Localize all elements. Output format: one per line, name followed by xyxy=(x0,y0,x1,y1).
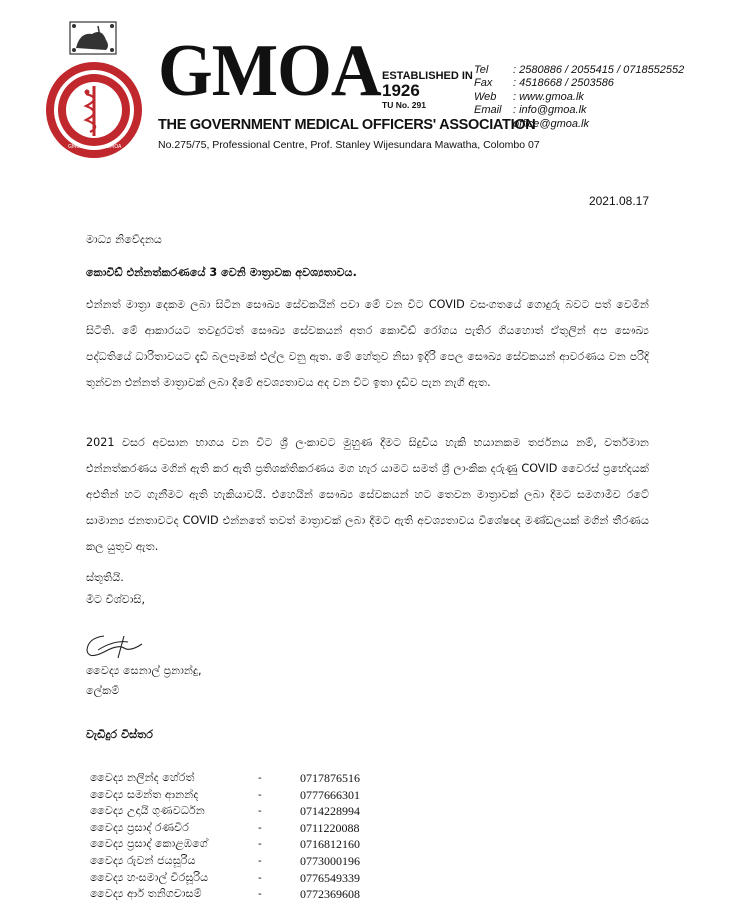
contact-value: : info@gmoa.lk xyxy=(513,104,587,117)
contact-value: : www.gmoa.lk xyxy=(513,90,584,103)
gmoa-crest-logo xyxy=(40,18,148,160)
contact-row-email-2 xyxy=(474,118,684,131)
contact-block xyxy=(474,64,684,131)
person-name: වෛද්‍ය සමන්ත ආනන්ද xyxy=(90,787,199,801)
person-phone: 0773000196 xyxy=(300,853,360,868)
person-name: වෛද්‍ය ප්‍රසාද් කොළඹගේ xyxy=(90,837,208,851)
contact-label: Web xyxy=(474,90,497,103)
contact-label: Email xyxy=(474,104,502,117)
paragraph-1: එන්නත් මාත්‍රා දෙකම ලබා සිටින සෞඛ්‍ය සේවකයින් පවා මේ වන විට COVID වසංගතයේ ගොදුරු බවට පත් වෙමින් සිටිති. මේ ආකාරයට තවදුරටත් සෞඛ්‍ය සේවකයන් අතර කොවිඩ් රෝගය පැතිර ගියහොත් ඒතුලින් අප සෞඛ්‍ය පද්ධතියේ ධාරිතාවයට දැඩි බලපෑමක් එල්ල වනු ඇත. මේ හේතුව නිසා ඉදිරි පෙල සෞඛ්‍ය සේවකයන් ආවරණය වන පරිදි තුන්වන එන්නත් මාත්‍රාවක් ලබා දීමේ අවශ්‍යතාවය අද වන විට ඉතා දැඩිව පැන නැගී ඇත. xyxy=(86,298,649,389)
signatory-title: ලේකම් xyxy=(86,684,120,697)
person-name: වෛද්‍ය ආර් තනිගචාසම් xyxy=(90,887,202,901)
svg-text:GMOA: GMOA xyxy=(68,144,84,150)
letter-date: 2021.08.17 xyxy=(588,194,649,208)
contact-row-email xyxy=(474,104,684,117)
person-name: වෛද්‍ය හංසමාල් වීරසූරිය xyxy=(90,870,209,884)
contact-value: office@gmoa.lk xyxy=(513,117,589,130)
list-item xyxy=(90,770,360,787)
list-item xyxy=(90,836,360,853)
signature-icon xyxy=(84,630,150,662)
separator-dash: - xyxy=(258,888,262,901)
separator-dash: - xyxy=(258,805,262,818)
list-item xyxy=(90,803,360,820)
signatory-name: වෛද්‍ය සෙනාල් ප්‍රනාන්දු, xyxy=(86,664,202,677)
contact-label: Fax xyxy=(474,77,493,90)
contact-row-tel xyxy=(474,64,684,77)
association-address: No.275/75, Professional Centre, Prof. Stanley Wijesundara Mawatha, Colombo 07 xyxy=(158,139,540,151)
person-phone: 0711220088 xyxy=(300,820,360,835)
person-name: වෛද්‍ය උදායි ගුණවර්ධන xyxy=(90,804,205,818)
svg-text:GMOA: GMOA xyxy=(106,144,122,150)
person-phone: 0772369608 xyxy=(300,887,360,902)
person-name: වෛද්‍ය ප්‍රසාද් රණවීර xyxy=(90,820,189,834)
letter-subject: කොවිඩ් එන්නත්කරණයේ 3 වෙනි මාත්‍රාවක අවශ්‍යතාවය. xyxy=(86,266,357,279)
lion-flag-icon xyxy=(70,22,116,54)
person-phone: 0714228994 xyxy=(300,804,360,819)
document-type: මාධ්‍ය නිවේදනය xyxy=(86,233,162,246)
tu-number: TU No. 291 xyxy=(382,100,426,110)
separator-dash: - xyxy=(258,788,262,801)
person-phone: 0777666301 xyxy=(300,787,360,802)
contact-label xyxy=(474,118,513,131)
contact-row-fax xyxy=(474,77,684,90)
person-name: වෛද්‍ය රුවන් ජයසූරිය xyxy=(90,853,196,867)
person-phone: 0776549339 xyxy=(300,870,360,885)
closing-regards: මීට විශ්වාසි, xyxy=(86,593,146,606)
person-phone: 0717876516 xyxy=(300,771,360,785)
established-label: ESTABLISHED IN xyxy=(382,70,473,82)
contact-value: : 2580886 / 2055415 / 0718552552 xyxy=(513,64,685,76)
paragraph-2: 2021 වසර අවසාන භාගය වන විට ශ්‍රී ලංකාවට මුහුණ දීමට සිදුවිය හැකි භයානකම තර්ජනය නම්, වර්තමාන එන්නත්කරණය මගින් ඇති කර ඇති ප්‍රතිශක්තිකරණය මග හැර යාමට සමත් ශ්‍රී ලාංකික දරුණු COVID වෛරස් ප්‍රභේදයක් අළුතින් හට ගැනීමට ඇති හැකියාවයි. එහෙයින් සෞඛ්‍ය සේවකයන් හට තෙවන මාත්‍රාවක් ලබා දීමට සමගාමීව රටේ සාමාන්‍ය ජනතාවටද COVID එන්නතේ තවත් මාත්‍රාවක් ලබා දීමට ඇති අවශ්‍යතාවය විශේෂඥ මණ්ඩලයක් මගින් තීරණය කල යුතුව ඇත. xyxy=(86,436,649,553)
list-item xyxy=(90,886,360,903)
association-name: THE GOVERNMENT MEDICAL OFFICERS' ASSOCIATION xyxy=(158,117,536,133)
list-item xyxy=(90,820,360,837)
contact-value: : 4518668 / 2503586 xyxy=(513,77,614,90)
contact-label: Tel xyxy=(474,64,489,76)
separator-dash: - xyxy=(258,838,262,851)
list-item xyxy=(90,853,360,870)
list-item xyxy=(90,870,360,887)
person-name: වෛද්‍ය නලින්ද හේරත් xyxy=(90,771,195,784)
separator-dash: - xyxy=(258,772,262,784)
gmoa-wordmark: GMOA xyxy=(158,30,381,112)
established-block xyxy=(382,70,473,110)
contact-row-web xyxy=(474,91,684,104)
person-phone: 0716812160 xyxy=(300,837,360,852)
separator-dash: - xyxy=(258,854,262,867)
separator-dash: - xyxy=(258,821,262,834)
separator-dash: - xyxy=(258,871,262,884)
list-item xyxy=(90,787,360,804)
established-year: 1926 xyxy=(382,81,420,100)
closing-thanks: ස්තූතියි. xyxy=(86,571,124,584)
contact-persons-list xyxy=(90,770,360,903)
details-heading: වැඩිදුර විස්තර xyxy=(86,728,154,741)
